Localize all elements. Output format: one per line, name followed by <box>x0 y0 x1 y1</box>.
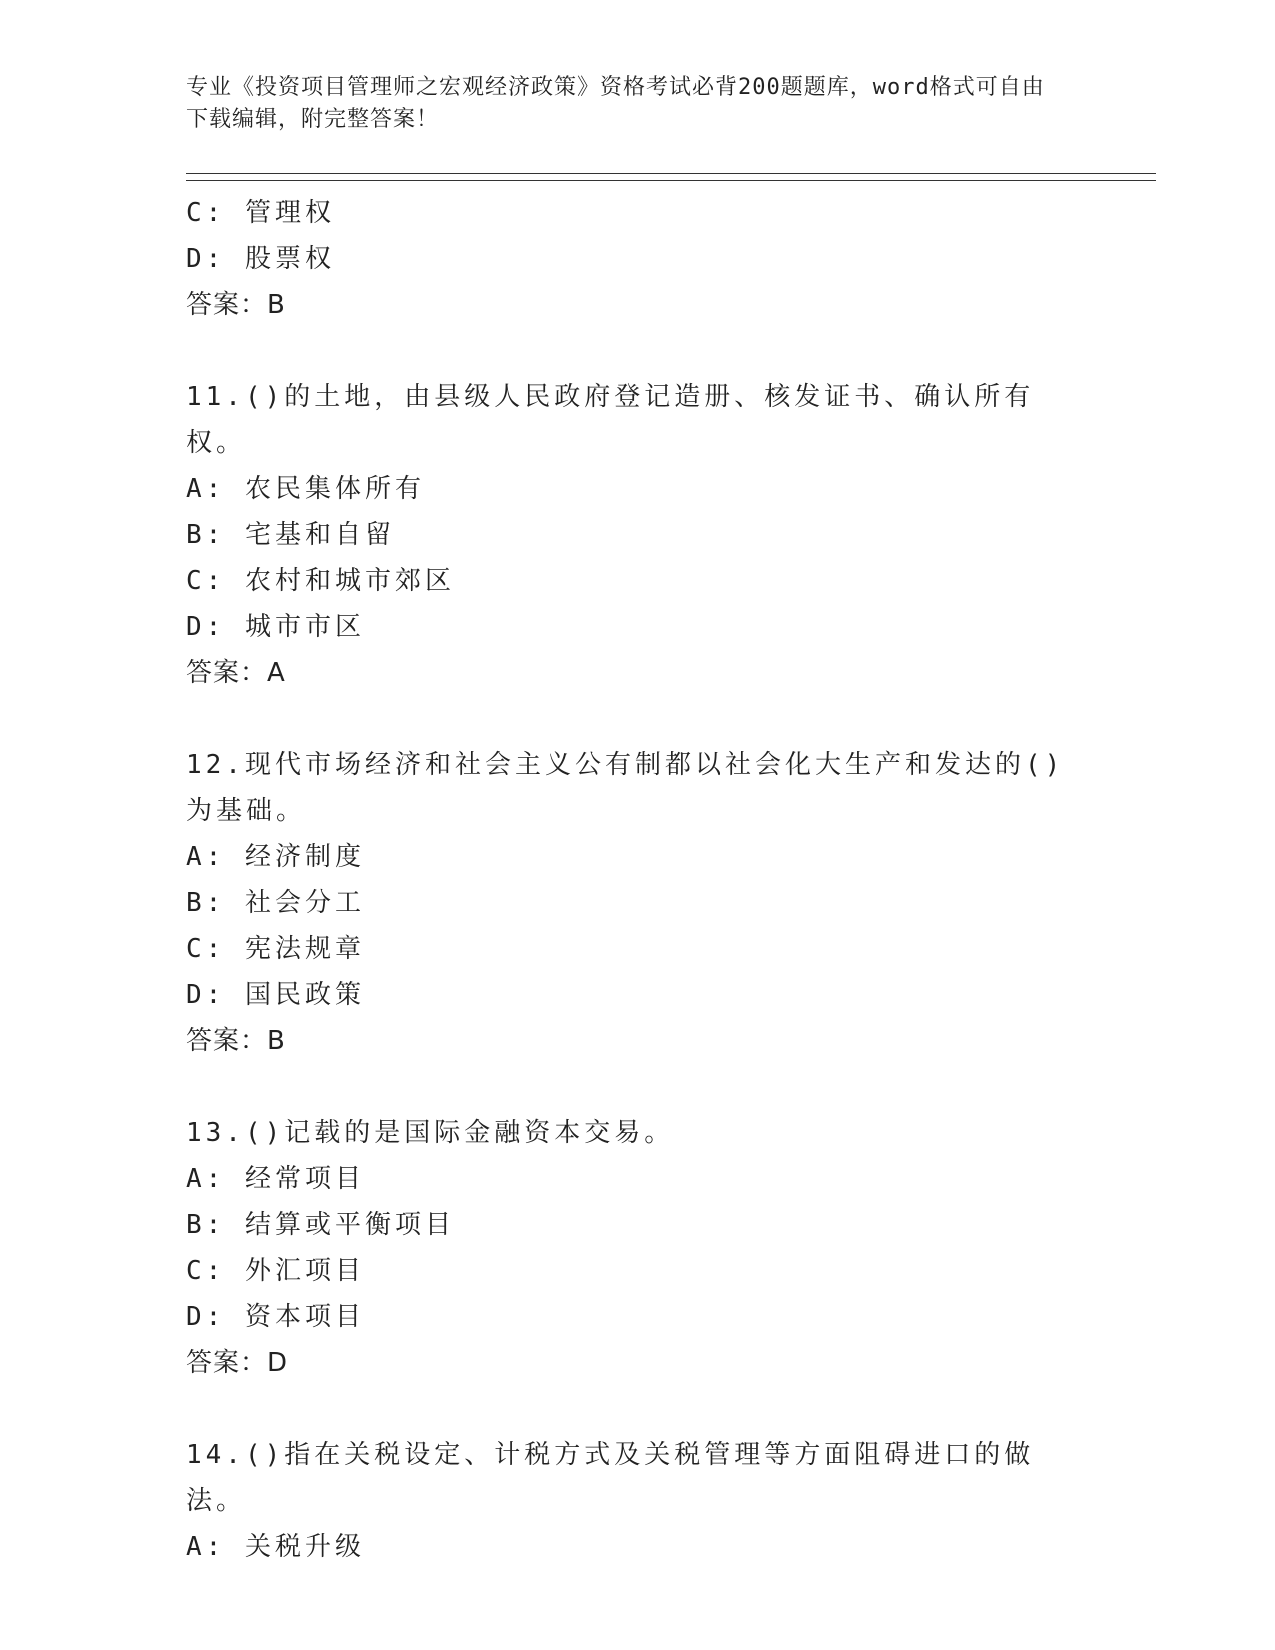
option-c: C: 宪法规章 <box>186 934 365 964</box>
option-a: A: 农民集体所有 <box>186 474 425 504</box>
document-header: 专业《投资项目管理师之宏观经济政策》资格考试必背200题题库，word格式可自由下载编辑，附完整答案！ <box>186 75 1045 132</box>
option-c: C: 外汇项目 <box>186 1256 365 1286</box>
header-divider-bottom <box>186 180 1156 181</box>
question-text: 13.()记载的是国际金融资本交易。 <box>186 1118 675 1148</box>
question-text: 12.现代市场经济和社会主义公有制都以社会化大生产和发达的()为基础。 <box>186 750 1065 826</box>
option-c: C: 管理权 <box>186 198 335 228</box>
answer-label: 答案：B <box>186 290 286 320</box>
question-block <box>186 742 1086 1064</box>
answer-label: 答案：D <box>186 1348 289 1378</box>
option-d: D: 城市市区 <box>186 612 365 642</box>
header-divider-top <box>186 173 1156 174</box>
question-block <box>186 374 1086 696</box>
option-b: B: 结算或平衡项目 <box>186 1210 455 1240</box>
option-d: D: 国民政策 <box>186 980 365 1010</box>
answer-label: 答案：A <box>186 658 286 688</box>
option-b: B: 宅基和自留 <box>186 520 395 550</box>
question-list <box>186 190 1086 1570</box>
question-text: 14.()指在关税设定、计税方式及关税管理等方面阻碍进口的做法。 <box>186 1440 1035 1516</box>
option-c: C: 农村和城市郊区 <box>186 566 455 596</box>
option-b: B: 社会分工 <box>186 888 365 918</box>
option-a: A: 经济制度 <box>186 842 365 872</box>
answer-label: 答案：B <box>186 1026 286 1056</box>
question-block <box>186 1110 1086 1386</box>
option-d: D: 股票权 <box>186 244 335 274</box>
question-block <box>186 1432 1086 1570</box>
question-block <box>186 190 1086 328</box>
option-a: A: 关税升级 <box>186 1532 365 1562</box>
option-d: D: 资本项目 <box>186 1302 365 1332</box>
question-text: 11.()的土地，由县级人民政府登记造册、核发证书、确认所有权。 <box>186 382 1035 458</box>
option-a: A: 经常项目 <box>186 1164 365 1194</box>
